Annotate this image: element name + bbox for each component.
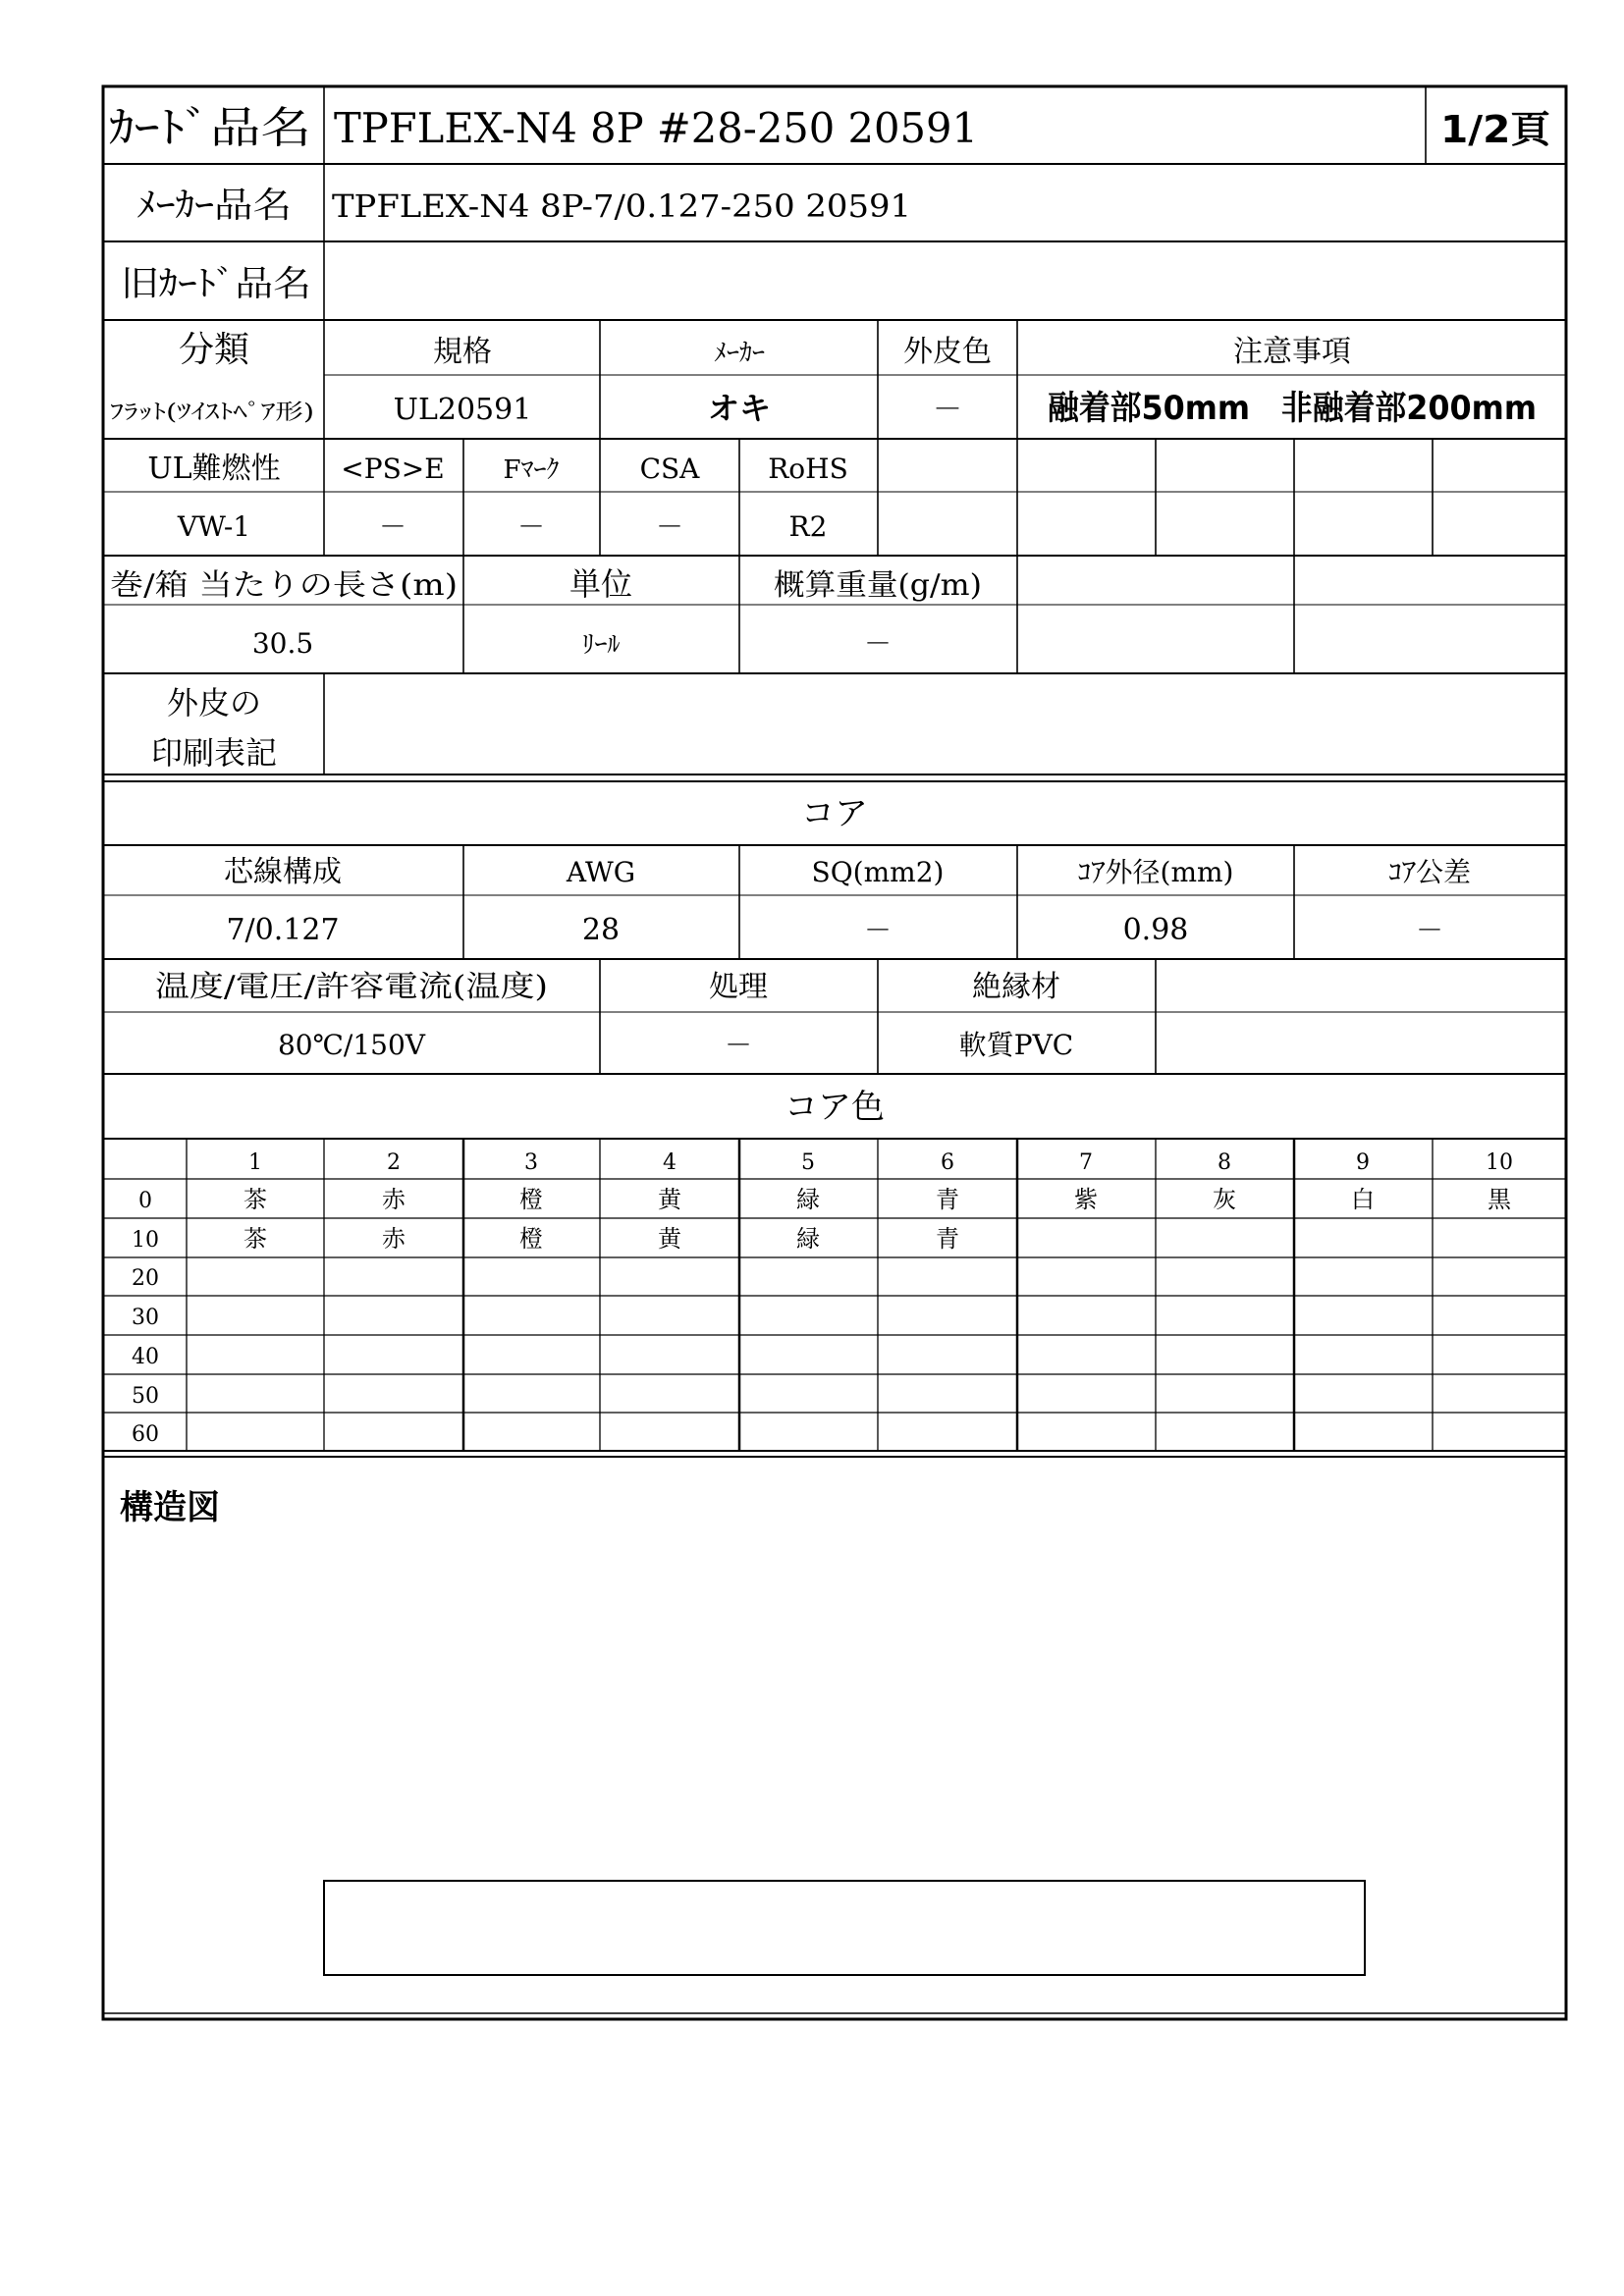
packaging-header-2: 概算重量(g/m) [774, 568, 982, 603]
color-col-10: 10 [1486, 1150, 1513, 1175]
flammability-header-0: UL難燃性 [147, 452, 281, 486]
classification-value-0: ﾌﾗｯﾄ(ﾂｲｽﾄﾍﾟｱ形) [110, 400, 314, 425]
packaging-value-0: 30.5 [251, 627, 314, 660]
rating-header-0: 温度/電圧/許容電流(温度) [155, 970, 548, 1004]
color-row-label-6: 60 [132, 1422, 159, 1447]
flammability-value-3: － [655, 510, 684, 543]
print-label-line-2: 印刷表記 [150, 734, 278, 772]
rating-header-1: 処理 [709, 970, 768, 1004]
color-col-2: 2 [387, 1150, 401, 1175]
core-header-4: ｺｱ公差 [1387, 856, 1472, 888]
color-col-5: 5 [801, 1150, 815, 1175]
color-cell-0-2: 赤 [382, 1186, 406, 1213]
color-col-9: 9 [1356, 1150, 1370, 1175]
classification-value-2: オキ [707, 390, 772, 427]
core-title: コア [801, 794, 868, 833]
color-row-label-1: 10 [132, 1228, 159, 1253]
color-table [132, 1150, 1513, 1447]
core-value-2: － [863, 914, 893, 946]
color-cell-0-9: 白 [1351, 1186, 1375, 1213]
color-cell-1-1: 茶 [244, 1225, 267, 1253]
color-title: コア色 [785, 1088, 885, 1127]
color-cell-0-10: 黒 [1488, 1186, 1511, 1213]
classification-header-3: 外皮色 [903, 335, 992, 369]
structure-label: 構造図 [120, 1488, 220, 1527]
rating-value-0: 80℃/150V [277, 1029, 426, 1061]
color-cell-0-6: 青 [936, 1186, 959, 1213]
structure-caption-box [324, 1881, 1365, 1975]
print-label-line-1: 外皮の [166, 684, 262, 721]
color-col-4: 4 [663, 1150, 677, 1175]
color-row-label-2: 20 [132, 1266, 159, 1291]
color-row-label-5: 50 [132, 1384, 159, 1409]
color-row-label-0: 0 [138, 1189, 152, 1213]
classification-header-4: 注意事項 [1233, 335, 1351, 369]
packaging-value-2: － [863, 627, 893, 660]
core-header-2: SQ(mm2) [811, 856, 945, 888]
color-cell-0-7: 紫 [1074, 1186, 1098, 1213]
classification-header-2: ﾒｰｶｰ [713, 339, 766, 368]
color-cell-0-1: 茶 [244, 1186, 267, 1213]
classification-header-0: 分類 [178, 330, 250, 370]
color-cell-0-3: 橙 [519, 1186, 543, 1213]
color-cell-0-8: 灰 [1213, 1186, 1236, 1213]
classification-value-4: 融着部50mm 非融着部200mm [1048, 389, 1537, 428]
core-value-3: 0.98 [1122, 913, 1189, 947]
color-row-label-3: 30 [132, 1306, 159, 1330]
classification-value-1: UL20591 [393, 393, 532, 427]
flammability-header-1: <PS>E [341, 453, 445, 485]
rating-value-2: 軟質PVC [958, 1029, 1074, 1061]
maker-name-label: ﾒｰｶｰ品名 [136, 186, 292, 226]
rating-header-2: 絶縁材 [972, 970, 1060, 1004]
color-cell-1-3: 橙 [519, 1225, 543, 1253]
classification-value-3: － [933, 393, 962, 427]
flammability-value-2: － [516, 510, 546, 543]
color-cell-0-5: 緑 [796, 1186, 820, 1213]
old-card-name-label: 旧ｶｰﾄﾞ品名 [121, 264, 311, 304]
color-col-3: 3 [524, 1150, 538, 1175]
core-header-0: 芯線構成 [224, 855, 342, 889]
card-name: TPFLEX-N4 8P #28-250 20591 [334, 104, 978, 152]
color-cell-1-2: 赤 [382, 1225, 406, 1253]
color-col-7: 7 [1079, 1150, 1093, 1175]
color-col-8: 8 [1218, 1150, 1231, 1175]
flammability-value-1: － [378, 510, 407, 543]
core-header-1: AWG [566, 856, 636, 888]
flammability-value-4: R2 [788, 510, 828, 543]
packaging-value-1: ﾘｰﾙ [581, 630, 621, 660]
card-name-label: ｶｰﾄﾞ品名 [109, 103, 311, 153]
color-cell-0-4: 黄 [658, 1186, 681, 1213]
color-col-6: 6 [941, 1150, 954, 1175]
flammability-header-2: Fﾏｰｸ [503, 455, 560, 485]
core-value-1: 28 [581, 913, 621, 947]
color-cell-1-4: 黄 [658, 1225, 681, 1253]
flammability-header-4: RoHS [768, 453, 848, 485]
core-value-4: － [1415, 914, 1444, 946]
classification-header-1: 規格 [433, 335, 492, 369]
core-header-3: ｺｱ外径(mm) [1077, 856, 1234, 888]
color-cell-1-6: 青 [936, 1225, 959, 1253]
rating-value-1: － [724, 1029, 753, 1061]
packaging-header-0: 巻/箱 当たりの長さ(m) [110, 568, 458, 603]
color-col-1: 1 [248, 1150, 262, 1175]
color-cell-1-5: 緑 [796, 1225, 820, 1253]
packaging-header-1: 単位 [568, 565, 633, 603]
flammability-header-3: CSA [639, 453, 700, 485]
color-row-label-4: 40 [132, 1345, 159, 1369]
page-indicator: 1/2頁 [1440, 108, 1553, 151]
maker-name: TPFLEX-N4 8P-7/0.127-250 20591 [332, 187, 911, 225]
core-value-0: 7/0.127 [226, 913, 340, 947]
flammability-value-0: VW-1 [177, 510, 251, 543]
